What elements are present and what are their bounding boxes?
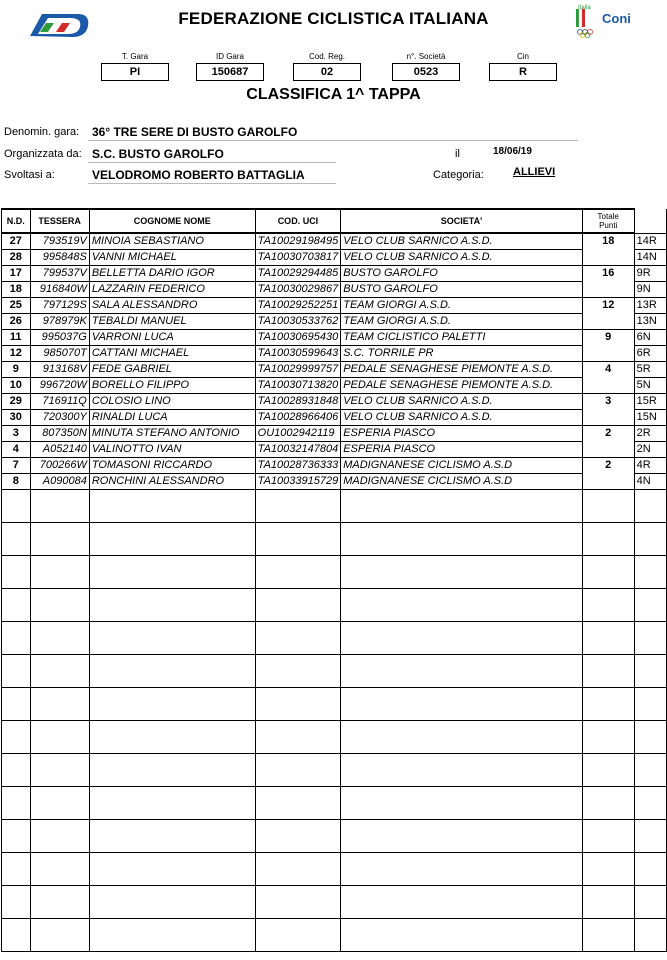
empty-cell	[634, 787, 666, 820]
pair-points: 3	[582, 394, 634, 426]
table-row	[2, 458, 667, 474]
rider-tessera: 720300Y	[30, 410, 89, 426]
table-row	[2, 394, 667, 410]
rider-tessera: 995848S	[30, 250, 89, 266]
rider-tessera: 995037G	[30, 330, 89, 346]
rider-position: 13N	[634, 314, 666, 330]
empty-cell	[255, 490, 341, 523]
org-label: Organizzata da:	[4, 148, 82, 160]
empty-row	[2, 655, 667, 688]
empty-cell	[582, 655, 634, 688]
table-row	[2, 233, 667, 250]
empty-cell	[2, 853, 31, 886]
field-label: ID Gara	[215, 52, 244, 61]
rider-position: 15R	[634, 394, 666, 410]
empty-cell	[634, 886, 666, 919]
empty-cell	[341, 688, 583, 721]
empty-cell	[30, 655, 89, 688]
empty-cell	[255, 919, 341, 952]
cat-label: Categoria:	[433, 169, 484, 181]
rider-nd: 8	[2, 474, 31, 490]
empty-cell	[2, 919, 31, 952]
empty-cell	[30, 853, 89, 886]
empty-cell	[2, 655, 31, 688]
empty-cell	[2, 490, 31, 523]
rider-societa: VELO CLUB SARNICO A.S.D.	[341, 410, 583, 426]
rider-name: VALINOTTO IVAN	[89, 442, 255, 458]
empty-cell	[582, 523, 634, 556]
header-totale-punti	[582, 209, 634, 233]
pair-points: 18	[582, 233, 634, 266]
empty-cell	[582, 688, 634, 721]
empty-cell	[255, 523, 341, 556]
rider-societa: PEDALE SENAGHESE PIEMONTE A.S.D.	[341, 378, 583, 394]
rider-nd: 4	[2, 442, 31, 458]
header-punti: Punti	[599, 221, 618, 230]
classifica-title: CLASSIFICA 1^ TAPPA	[246, 86, 421, 103]
rider-name: VARRONI LUCA	[89, 330, 255, 346]
rider-position: 9R	[634, 266, 666, 282]
rider-societa: PEDALE SENAGHESE PIEMONTE A.S.D.	[341, 362, 583, 378]
rider-nd: 3	[2, 426, 31, 442]
table-row	[2, 266, 667, 282]
empty-cell	[89, 589, 255, 622]
empty-cell	[341, 622, 583, 655]
rider-uci: TA10029252251	[255, 298, 341, 314]
rider-name: TEBALDI MANUEL	[89, 314, 255, 330]
empty-cell	[30, 556, 89, 589]
empty-cell	[582, 622, 634, 655]
empty-cell	[2, 589, 31, 622]
empty-cell	[634, 853, 666, 886]
rider-societa: S.C. TORRILE PR	[341, 346, 583, 362]
empty-cell	[30, 787, 89, 820]
empty-row	[2, 754, 667, 787]
rider-societa: BUSTO GAROLFO	[341, 282, 583, 298]
rider-tessera: 700266W	[30, 458, 89, 474]
empty-cell	[89, 886, 255, 919]
empty-cell	[255, 886, 341, 919]
table-row	[2, 474, 667, 490]
rider-name: VANNI MICHAEL	[89, 250, 255, 266]
rider-nd: 7	[2, 458, 31, 474]
empty-cell	[89, 853, 255, 886]
pair-points: 12	[582, 298, 634, 330]
empty-cell	[30, 622, 89, 655]
empty-cell	[582, 589, 634, 622]
empty-cell	[582, 919, 634, 952]
table-row	[2, 378, 667, 394]
empty-cell	[341, 589, 583, 622]
rider-name: COLOSIO LINO	[89, 394, 255, 410]
rider-nd: 11	[2, 330, 31, 346]
header-tessera: TESSERA	[30, 209, 89, 233]
empty-row	[2, 820, 667, 853]
rider-position: 2R	[634, 426, 666, 442]
pair-points: 16	[582, 266, 634, 298]
rider-name: RONCHINI ALESSANDRO	[89, 474, 255, 490]
empty-cell	[89, 556, 255, 589]
empty-cell	[30, 721, 89, 754]
rider-tessera: A052140	[30, 442, 89, 458]
empty-cell	[30, 589, 89, 622]
empty-cell	[2, 622, 31, 655]
empty-cell	[341, 787, 583, 820]
empty-row	[2, 688, 667, 721]
empty-cell	[2, 754, 31, 787]
empty-cell	[582, 490, 634, 523]
coni-text: Coni	[602, 11, 631, 26]
rider-tessera: 916840W	[30, 282, 89, 298]
rider-tessera: 716911Q	[30, 394, 89, 410]
empty-cell	[2, 556, 31, 589]
rider-position: 6R	[634, 346, 666, 362]
empty-cell	[89, 688, 255, 721]
rider-tessera: 913168V	[30, 362, 89, 378]
empty-cell	[634, 820, 666, 853]
empty-cell	[2, 787, 31, 820]
empty-cell	[341, 490, 583, 523]
rider-name: MINUTA STEFANO ANTONIO	[89, 426, 255, 442]
empty-cell	[255, 589, 341, 622]
empty-cell	[582, 886, 634, 919]
empty-cell	[634, 655, 666, 688]
rider-nd: 30	[2, 410, 31, 426]
empty-cell	[30, 919, 89, 952]
coni-small-text: Italia	[578, 5, 591, 11]
svolt-label: Svoltasi a:	[4, 169, 55, 181]
empty-cell	[341, 853, 583, 886]
table-row	[2, 330, 667, 346]
rider-name: SALA ALESSANDRO	[89, 298, 255, 314]
empty-cell	[89, 490, 255, 523]
rider-position: 5N	[634, 378, 666, 394]
empty-cell	[30, 754, 89, 787]
empty-cell	[634, 721, 666, 754]
rider-societa: TEAM CICLISTICO PALETTI	[341, 330, 583, 346]
empty-cell	[255, 853, 341, 886]
header-societa: SOCIETA'	[341, 209, 583, 233]
field-value: 02	[293, 63, 361, 81]
table-row	[2, 282, 667, 298]
rider-uci: TA10029999757	[255, 362, 341, 378]
empty-cell	[582, 820, 634, 853]
empty-cell	[89, 655, 255, 688]
rider-name: CATTANI MICHAEL	[89, 346, 255, 362]
empty-cell	[582, 721, 634, 754]
svolt-value: VELODROMO ROBERTO BATTAGLIA	[92, 168, 305, 182]
empty-cell	[634, 622, 666, 655]
empty-cell	[89, 919, 255, 952]
rider-nd: 17	[2, 266, 31, 282]
empty-row	[2, 919, 667, 952]
rider-societa: VELO CLUB SARNICO A.S.D.	[341, 394, 583, 410]
empty-cell	[634, 490, 666, 523]
header-nd: N.D.	[2, 209, 31, 233]
rider-societa: VELO CLUB SARNICO A.S.D.	[341, 250, 583, 266]
rider-tessera: 978979K	[30, 314, 89, 330]
org-value: S.C. BUSTO GAROLFO	[92, 147, 224, 161]
empty-cell	[2, 820, 31, 853]
empty-cell	[2, 721, 31, 754]
header-totale: Totale	[597, 212, 619, 221]
empty-cell	[634, 688, 666, 721]
rider-uci: TA10029198495	[255, 233, 341, 250]
classifica-table	[1, 208, 667, 952]
rider-position: 4R	[634, 458, 666, 474]
rider-uci: TA10030533762	[255, 314, 341, 330]
empty-cell	[30, 820, 89, 853]
table-row	[2, 362, 667, 378]
empty-cell	[255, 721, 341, 754]
empty-cell	[89, 721, 255, 754]
rider-nd: 9	[2, 362, 31, 378]
empty-cell	[582, 754, 634, 787]
empty-cell	[634, 556, 666, 589]
coni-logo	[574, 6, 644, 40]
empty-row	[2, 556, 667, 589]
rider-uci: TA10030029867	[255, 282, 341, 298]
rider-position: 9N	[634, 282, 666, 298]
field-t-gara	[101, 52, 169, 81]
empty-cell	[582, 556, 634, 589]
rider-tessera: 807350N	[30, 426, 89, 442]
rider-societa: MADIGNANESE CICLISMO A.S.D	[341, 458, 583, 474]
rider-position: 13R	[634, 298, 666, 314]
field-n-societa	[392, 52, 460, 81]
empty-cell	[89, 787, 255, 820]
rider-position: 6N	[634, 330, 666, 346]
rider-name: LAZZARIN FEDERICO	[89, 282, 255, 298]
empty-cell	[255, 754, 341, 787]
rider-position: 15N	[634, 410, 666, 426]
rider-uci: TA10028931848	[255, 394, 341, 410]
field-id-gara	[196, 52, 264, 81]
field-cin	[489, 52, 557, 81]
field-value: 150687	[196, 63, 264, 81]
empty-cell	[89, 622, 255, 655]
empty-cell	[255, 655, 341, 688]
rider-societa: TEAM GIORGI A.S.D.	[341, 314, 583, 330]
date-value: 18/06/19	[493, 146, 532, 157]
empty-cell	[255, 820, 341, 853]
empty-cell	[89, 754, 255, 787]
rider-name: FEDE GABRIEL	[89, 362, 255, 378]
empty-row	[2, 589, 667, 622]
rider-uci: OU1002942119	[255, 426, 341, 442]
table-row	[2, 426, 667, 442]
rider-nd: 12	[2, 346, 31, 362]
rider-uci: TA10028966406	[255, 410, 341, 426]
pair-points: 9	[582, 330, 634, 362]
field-value: PI	[101, 63, 169, 81]
rider-name: MINOIA SEBASTIANO	[89, 233, 255, 250]
rider-tessera: 793519V	[30, 233, 89, 250]
empty-cell	[255, 688, 341, 721]
pair-points: 2	[582, 458, 634, 490]
empty-cell	[30, 523, 89, 556]
header-uci: COD. UCI	[255, 209, 341, 233]
field-label: T. Gara	[121, 52, 149, 61]
rider-uci: TA10030713820	[255, 378, 341, 394]
rider-tessera: A090084	[30, 474, 89, 490]
rider-uci: TA10029294485	[255, 266, 341, 282]
pair-points: 2	[582, 426, 634, 458]
rider-nd: 29	[2, 394, 31, 410]
field-label: Cin	[516, 52, 529, 61]
empty-cell	[634, 754, 666, 787]
table-header-row	[2, 209, 667, 233]
empty-cell	[341, 886, 583, 919]
rider-tessera: 985070T	[30, 346, 89, 362]
field-value: R	[489, 63, 557, 81]
rider-nd: 26	[2, 314, 31, 330]
empty-cell	[634, 523, 666, 556]
empty-row	[2, 787, 667, 820]
empty-cell	[30, 490, 89, 523]
field-label: Cod. Reg.	[308, 52, 346, 61]
empty-cell	[341, 655, 583, 688]
empty-cell	[634, 589, 666, 622]
rider-position: 14N	[634, 250, 666, 266]
empty-cell	[2, 886, 31, 919]
empty-cell	[30, 688, 89, 721]
rider-position: 4N	[634, 474, 666, 490]
empty-cell	[634, 919, 666, 952]
empty-cell	[2, 523, 31, 556]
rider-societa: ESPERIA PIASCO	[341, 442, 583, 458]
empty-row	[2, 523, 667, 556]
rider-societa: TEAM GIORGI A.S.D.	[341, 298, 583, 314]
denom-label: Denomin. gara:	[4, 126, 80, 138]
empty-cell	[255, 556, 341, 589]
rider-societa: VELO CLUB SARNICO A.S.D.	[341, 233, 583, 250]
cat-value: ALLIEVI	[513, 166, 556, 178]
rider-position: 5R	[634, 362, 666, 378]
rider-uci: TA10030599643	[255, 346, 341, 362]
empty-cell	[30, 886, 89, 919]
rider-societa: ESPERIA PIASCO	[341, 426, 583, 442]
rider-name: TOMASONI RICCARDO	[89, 458, 255, 474]
table-row	[2, 298, 667, 314]
empty-cell	[341, 919, 583, 952]
empty-cell	[582, 853, 634, 886]
rider-tessera: 996720W	[30, 378, 89, 394]
rider-name: RINALDI LUCA	[89, 410, 255, 426]
pair-points: 4	[582, 362, 634, 394]
rider-uci: TA10030703817	[255, 250, 341, 266]
empty-cell	[89, 523, 255, 556]
empty-cell	[255, 787, 341, 820]
empty-row	[2, 721, 667, 754]
empty-cell	[582, 787, 634, 820]
table-row	[2, 410, 667, 426]
empty-cell	[89, 820, 255, 853]
field-cod-reg	[293, 52, 361, 81]
empty-cell	[255, 622, 341, 655]
empty-cell	[341, 556, 583, 589]
rider-uci: TA10028736333	[255, 458, 341, 474]
empty-cell	[341, 754, 583, 787]
rider-name: BELLETTA DARIO IGOR	[89, 266, 255, 282]
table-row	[2, 314, 667, 330]
table-row	[2, 250, 667, 266]
table-row	[2, 442, 667, 458]
empty-cell	[2, 688, 31, 721]
empty-cell	[341, 523, 583, 556]
rider-societa: BUSTO GAROLFO	[341, 266, 583, 282]
empty-row	[2, 490, 667, 523]
rider-nd: 18	[2, 282, 31, 298]
table-row	[2, 346, 667, 362]
rider-position: 14R	[634, 233, 666, 250]
page-title: FEDERAZIONE CICLISTICA ITALIANA	[178, 9, 489, 28]
header-pos	[634, 209, 666, 233]
field-label: n°. Società	[406, 52, 446, 61]
empty-row	[2, 622, 667, 655]
empty-row	[2, 886, 667, 919]
rider-societa: MADIGNANESE CICLISMO A.S.D	[341, 474, 583, 490]
rider-name: BORELLO FILIPPO	[89, 378, 255, 394]
rider-tessera: 797129S	[30, 298, 89, 314]
rider-position: 2N	[634, 442, 666, 458]
rider-tessera: 799537V	[30, 266, 89, 282]
rider-nd: 10	[2, 378, 31, 394]
field-value: 0523	[392, 63, 460, 81]
rider-nd: 28	[2, 250, 31, 266]
rider-nd: 25	[2, 298, 31, 314]
denom-value: 36° TRE SERE DI BUSTO GAROLFO	[92, 125, 298, 139]
rider-uci: TA10032147804	[255, 442, 341, 458]
empty-cell	[341, 820, 583, 853]
rider-uci: TA10030695430	[255, 330, 341, 346]
empty-cell	[341, 721, 583, 754]
header-nome: COGNOME NOME	[89, 209, 255, 233]
empty-row	[2, 853, 667, 886]
rider-nd: 27	[2, 233, 31, 250]
il-label: il	[455, 148, 460, 160]
rider-uci: TA10033915729	[255, 474, 341, 490]
